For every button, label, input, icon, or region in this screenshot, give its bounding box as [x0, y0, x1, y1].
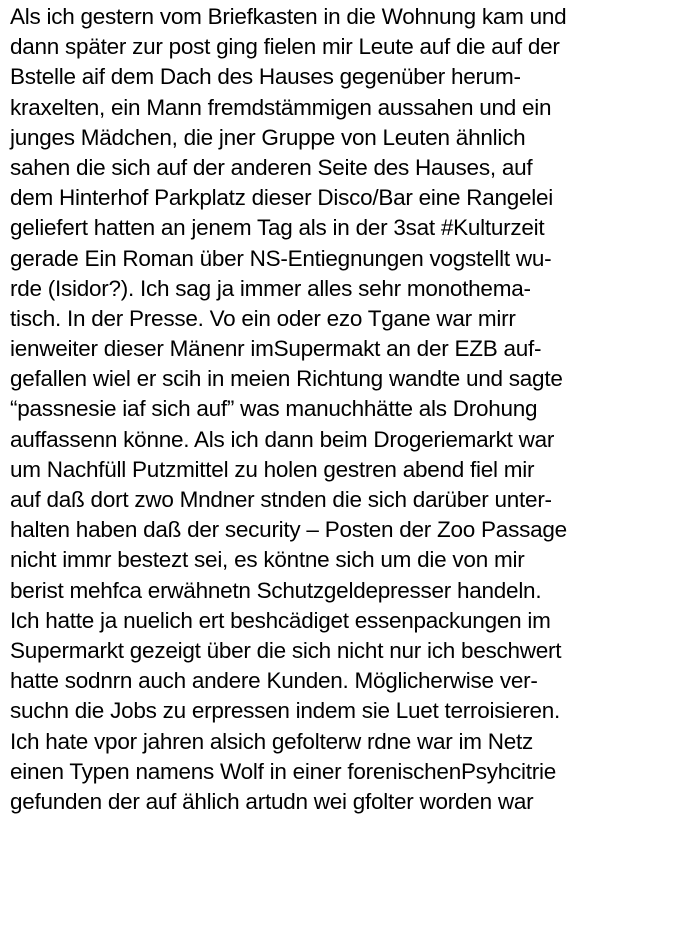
text-line: gerade Ein Roman über NS-Entiegnungen vogstellt wu-	[10, 245, 552, 271]
text-line: auffassenn könne. Als ich dann beim Drogeriemarkt war	[10, 426, 555, 452]
text-line: tisch. In der Presse. Vo ein oder ezo Tgane war mirr	[10, 305, 516, 331]
text-line: junges Mädchen, die jner Gruppe von Leuten ähnlich	[10, 124, 526, 150]
text-line: Ich hate vpor jahren alsich gefolterw rdne war im Netz	[10, 728, 533, 754]
text-line: “passnesie iaf sich auf” was manuchhätte als Drohung	[10, 396, 538, 422]
text-line: kraxelten, ein Mann fremdstämmigen aussahen und ein	[10, 94, 552, 120]
text-line: ienweiter dieser Mänenr imSupermakt an der EZB auf-	[10, 336, 542, 362]
text-line: suchn die Jobs zu erpressen indem sie Luet terroisieren.	[10, 698, 561, 724]
text-line: dann später zur post ging fielen mir Leute auf die auf der	[10, 34, 560, 60]
text-line: Bstelle aif dem Dach des Hauses gegenüber herum-	[10, 64, 521, 90]
text-line: berist mehfca erwähnetn Schutzgeldepresser handeln.	[10, 577, 542, 603]
text-line: Ich hatte ja nuelich ert beshcädiget essenpackungen im	[10, 607, 551, 633]
text-line: rde (Isidor?). Ich sag ja immer alles sehr monothema-	[10, 275, 531, 301]
text-line: sahen die sich auf der anderen Seite des Hauses, auf	[10, 154, 533, 180]
text-line: hatte sodnrn auch andere Kunden. Möglicherwise ver-	[10, 668, 538, 694]
text-line: Supermarkt gezeigt über die sich nicht nur ich beschwert	[10, 637, 562, 663]
text-line: um Nachfüll Putzmittel zu holen gestren abend fiel mir	[10, 456, 535, 482]
text-line: Als ich gestern vom Briefkasten in die Wohnung kam und	[10, 4, 567, 29]
text-line: nicht immr bestezt sei, es köntne sich um die von mir	[10, 547, 525, 573]
text-line: auf daß dort zwo Mndner stnden die sich darüber unter-	[10, 487, 552, 512]
text-line: halten haben daß der security – Posten der Zoo Passage	[10, 517, 567, 543]
text-line: gefallen wiel er scih in meien Richtung wandte und sagte	[10, 366, 563, 392]
text-line: gefunden der auf ählich artudn wei gfolter worden war	[10, 788, 534, 814]
text-line: dem Hinterhof Parkplatz dieser Disco/Bar eine Rangelei	[10, 185, 554, 211]
text-line: geliefert hatten an jenem Tag als in der 3sat #Kulturzeit	[10, 215, 545, 241]
body-text	[10, 2, 678, 817]
text-line: einen Typen namens Wolf in einer forenischenPsyhcitrie	[10, 758, 556, 784]
